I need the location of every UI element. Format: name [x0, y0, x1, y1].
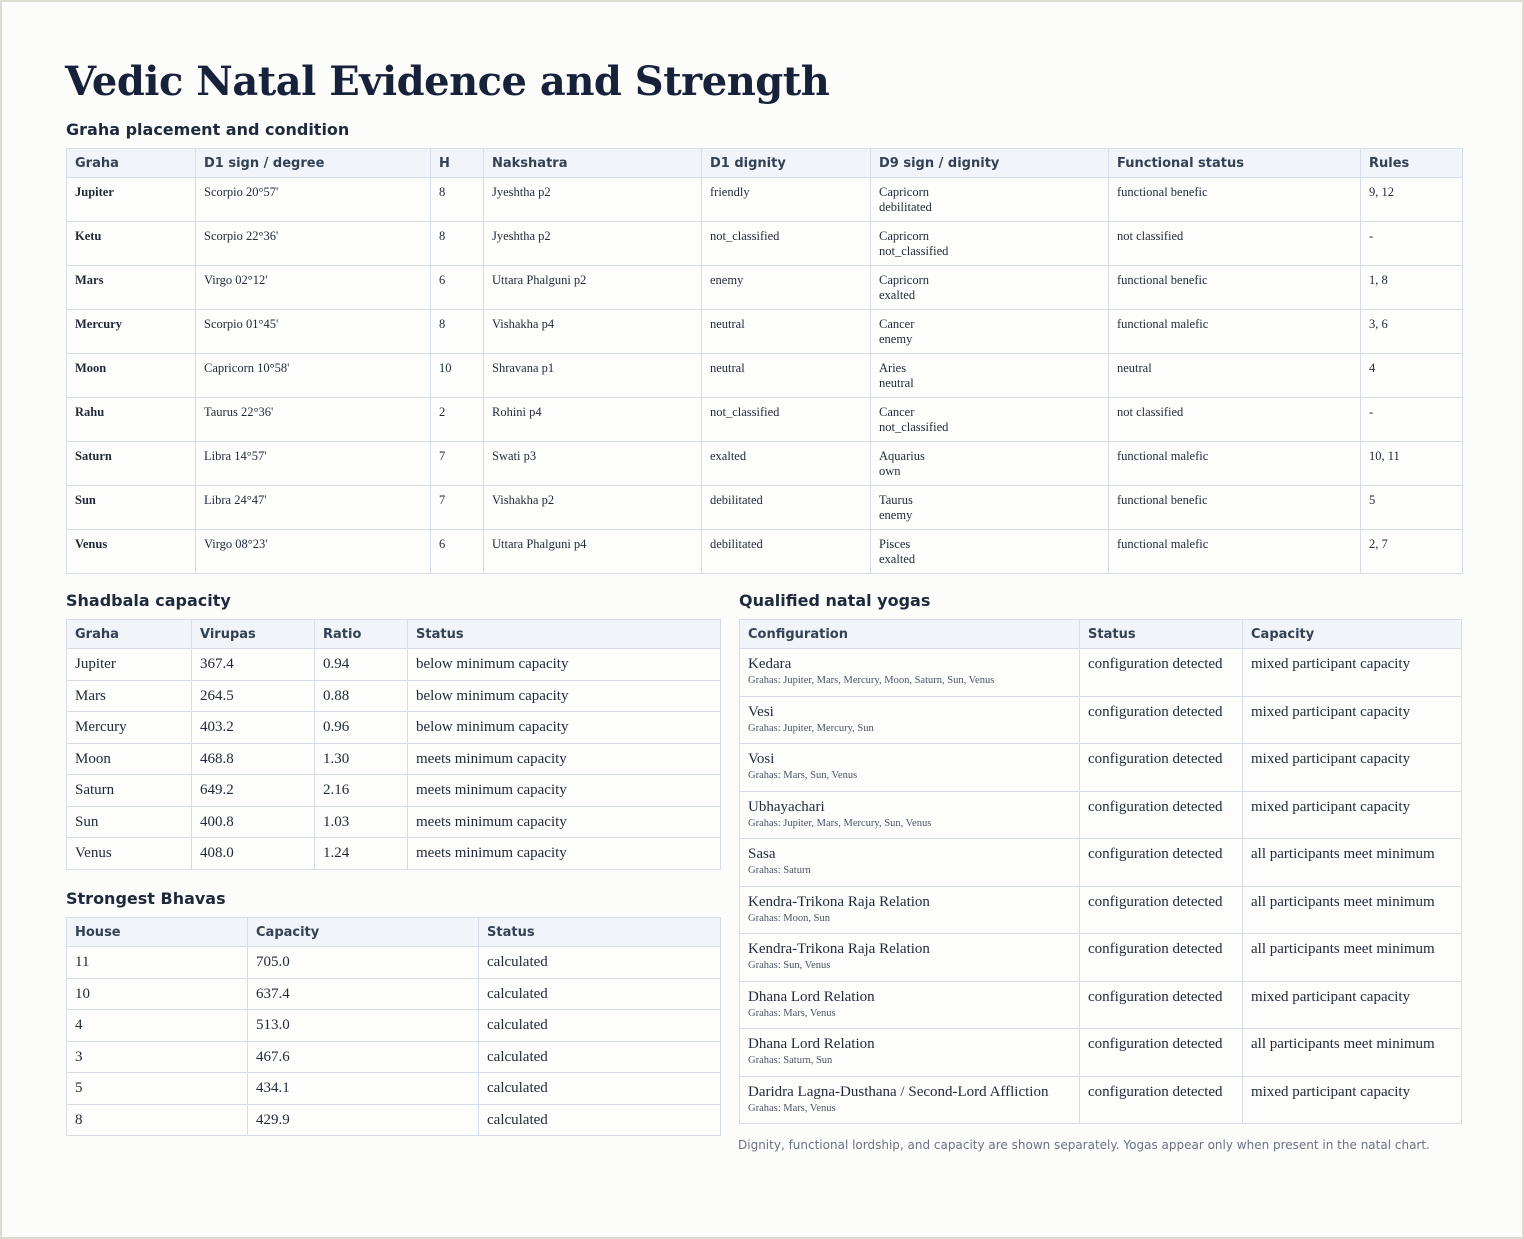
yoga-capacity-cell: mixed participant capacity [1243, 649, 1462, 697]
house-cell: 5 [67, 1073, 248, 1105]
rules-cell: - [1361, 398, 1463, 442]
yoga-name: Daridra Lagna-Dusthana / Second-Lord Affliction [748, 1083, 1049, 1100]
bhava-status-cell: calculated [479, 947, 721, 979]
house-cell: 7 [431, 486, 484, 530]
graha-name-cell: Ketu [67, 222, 196, 266]
yoga-capacity-cell: all participants meet minimum [1243, 934, 1462, 982]
d1-dignity-cell: enemy [702, 266, 871, 310]
d9-cell [871, 398, 1109, 442]
d1-sign-cell: Capricorn 10°58' [196, 354, 431, 398]
graha-header-row [67, 149, 1463, 178]
virupas-cell: 468.8 [192, 743, 315, 775]
d9-dignity: exalted [879, 288, 916, 302]
bhava-section-title: Strongest Bhavas [66, 889, 226, 908]
shadbala-row [67, 712, 721, 744]
shadbala-row [67, 775, 721, 807]
d9-cell [871, 266, 1109, 310]
graha-row [67, 354, 1463, 398]
functional-status-cell: functional benefic [1109, 266, 1361, 310]
graha-row [67, 442, 1463, 486]
yoga-row [740, 886, 1462, 934]
ratio-cell: 0.96 [315, 712, 408, 744]
graha-table [66, 148, 1463, 574]
shadbala-section-title: Shadbala capacity [66, 591, 231, 610]
virupas-header: Virupas [192, 620, 315, 649]
yoga-grahas: Grahas: Moon, Sun [748, 912, 830, 924]
yoga-row [740, 981, 1462, 1029]
bhava-capacity-cell: 637.4 [248, 978, 479, 1010]
shadbala-row [67, 649, 721, 681]
d9-dignity: enemy [879, 508, 913, 522]
d9-cell [871, 530, 1109, 574]
yoga-status-cell: configuration detected [1080, 696, 1243, 744]
virupas-cell: 408.0 [192, 838, 315, 870]
d1-sign-col-header: D1 sign / degree [196, 149, 431, 178]
graha-name-cell: Rahu [67, 398, 196, 442]
shadbala-graha-cell: Jupiter [67, 649, 192, 681]
yoga-status-cell: configuration detected [1080, 886, 1243, 934]
functional-status-cell: functional malefic [1109, 310, 1361, 354]
configuration-cell [740, 744, 1080, 792]
shadbala-row [67, 743, 721, 775]
yoga-name: Vosi [748, 751, 775, 767]
house-cell: 6 [431, 266, 484, 310]
graha-row [67, 222, 1463, 266]
yoga-capacity-cell: mixed participant capacity [1243, 981, 1462, 1029]
yoga-row [740, 744, 1462, 792]
yoga-row [740, 839, 1462, 887]
graha-row [67, 310, 1463, 354]
nakshatra-cell: Vishakha p2 [484, 486, 702, 530]
house-col-header: H [431, 149, 484, 178]
d9-sign: Pisces [879, 537, 911, 551]
graha-row [67, 398, 1463, 442]
yoga-capacity-cell: all participants meet minimum [1243, 886, 1462, 934]
nakshatra-cell: Uttara Phalguni p2 [484, 266, 702, 310]
capacity-header: Capacity [248, 918, 479, 947]
shadbala-header-row [67, 620, 721, 649]
house-cell: 3 [67, 1041, 248, 1073]
yoga-name: Dhana Lord Relation [748, 988, 875, 1005]
graha-section-title: Graha placement and condition [66, 120, 350, 139]
d9-cell [871, 222, 1109, 266]
shadbala-graha-cell: Mars [67, 680, 192, 712]
yoga-section-title: Qualified natal yogas [739, 591, 931, 610]
bhava-status-cell: calculated [479, 1073, 721, 1105]
yoga-capacity-cell: all participants meet minimum [1243, 839, 1462, 887]
functional-status-cell: not classified [1109, 398, 1361, 442]
d1-sign-cell: Libra 14°57' [196, 442, 431, 486]
yoga-grahas: Grahas: Jupiter, Mercury, Sun [748, 722, 874, 734]
d9-sign: Cancer [879, 405, 915, 419]
house-cell: 10 [431, 354, 484, 398]
d9-dignity: exalted [879, 552, 916, 566]
bhava-table [66, 917, 721, 1136]
d9-sign: Aries [879, 361, 907, 375]
nakshatra-cell: Swati p3 [484, 442, 702, 486]
yoga-name: Dhana Lord Relation [748, 1036, 875, 1052]
yoga-table [739, 619, 1462, 1124]
d9-sign: Taurus [879, 493, 913, 507]
virupas-cell: 367.4 [192, 649, 315, 681]
shadbala-table [66, 619, 721, 870]
graha-row [67, 486, 1463, 530]
d1-sign-cell: Virgo 08°23' [196, 530, 431, 574]
ratio-cell: 0.88 [315, 680, 408, 712]
rules-cell: 2, 7 [1361, 530, 1463, 574]
bhava-capacity-cell: 513.0 [248, 1010, 479, 1042]
bhava-capacity-cell: 467.6 [248, 1041, 479, 1073]
yoga-status-cell: configuration detected [1080, 1029, 1243, 1077]
configuration-cell [740, 1076, 1080, 1124]
house-cell: 8 [431, 222, 484, 266]
shadbala-status-cell: meets minimum capacity [408, 838, 721, 870]
d1-sign-cell: Scorpio 20°57' [196, 178, 431, 222]
d9-cell [871, 178, 1109, 222]
yoga-grahas: Grahas: Mars, Sun, Venus [748, 770, 858, 781]
graha-col-header: Graha [67, 149, 196, 178]
bhava-row [67, 978, 721, 1010]
yoga-capacity-cell: mixed participant capacity [1243, 744, 1462, 792]
d9-dignity: debilitated [879, 200, 932, 214]
d9-col-header: D9 sign / dignity [871, 149, 1109, 178]
virupas-cell: 400.8 [192, 806, 315, 838]
bhava-capacity-cell: 434.1 [248, 1073, 479, 1105]
rules-col-header: Rules [1361, 149, 1463, 178]
bhava-status-cell: calculated [479, 978, 721, 1010]
shadbala-graha-cell: Moon [67, 743, 192, 775]
shadbala-graha-cell: Saturn [67, 775, 192, 807]
d9-sign: Aquarius [879, 449, 925, 463]
yoga-grahas: Grahas: Sun, Venus [748, 960, 831, 971]
yoga-row [740, 1076, 1462, 1124]
yoga-grahas: Grahas: Mars, Venus [748, 1007, 836, 1019]
virupas-cell: 403.2 [192, 712, 315, 744]
shadbala-status-cell: meets minimum capacity [408, 743, 721, 775]
shadbala-status-cell: meets minimum capacity [408, 775, 721, 807]
d1-sign-cell: Scorpio 01°45' [196, 310, 431, 354]
bhava-status-header: Status [479, 918, 721, 947]
configuration-header: Configuration [740, 620, 1080, 649]
bhava-row [67, 947, 721, 979]
yoga-row [740, 791, 1462, 839]
yoga-header-row [740, 620, 1462, 649]
bhava-status-cell: calculated [479, 1104, 721, 1136]
bhava-header-row [67, 918, 721, 947]
configuration-cell [740, 981, 1080, 1029]
shadbala-status-cell: below minimum capacity [408, 712, 721, 744]
d1-dignity-cell: exalted [702, 442, 871, 486]
yoga-name: Vesi [748, 703, 774, 720]
yoga-grahas: Grahas: Mars, Venus [748, 1102, 836, 1114]
d1-dignity-cell: neutral [702, 354, 871, 398]
ratio-header: Ratio [315, 620, 408, 649]
functional-status-cell: functional benefic [1109, 486, 1361, 530]
d9-dignity: enemy [879, 332, 913, 346]
yoga-name: Sasa [748, 846, 776, 862]
nakshatra-cell: Shravana p1 [484, 354, 702, 398]
nakshatra-col-header: Nakshatra [484, 149, 702, 178]
ratio-cell: 1.30 [315, 743, 408, 775]
bhava-status-cell: calculated [479, 1041, 721, 1073]
d9-dignity: not_classified [879, 244, 949, 258]
house-cell: 11 [67, 947, 248, 979]
graha-row [67, 530, 1463, 574]
functional-status-cell: functional malefic [1109, 530, 1361, 574]
d9-cell [871, 486, 1109, 530]
bhava-status-cell: calculated [479, 1010, 721, 1042]
ratio-cell: 2.16 [315, 775, 408, 807]
yoga-status-cell: configuration detected [1080, 934, 1243, 982]
yoga-capacity-cell: mixed participant capacity [1243, 791, 1462, 839]
d9-sign: Capricorn [879, 273, 929, 287]
shadbala-graha-header: Graha [67, 620, 192, 649]
configuration-cell [740, 696, 1080, 744]
d1-dignity-cell: not_classified [702, 398, 871, 442]
house-cell: 6 [431, 530, 484, 574]
yoga-grahas: Grahas: Jupiter, Mars, Mercury, Moon, Saturn, Sun, Venus [748, 675, 995, 686]
rules-cell: 1, 8 [1361, 266, 1463, 310]
yoga-name: Kendra-Trikona Raja Relation [748, 941, 930, 957]
d1-sign-cell: Taurus 22°36' [196, 398, 431, 442]
graha-name-cell: Moon [67, 354, 196, 398]
d1-sign-cell: Libra 24°47' [196, 486, 431, 530]
d9-cell [871, 442, 1109, 486]
d1-dignity-cell: neutral [702, 310, 871, 354]
functional-status-cell: not classified [1109, 222, 1361, 266]
nakshatra-cell: Uttara Phalguni p4 [484, 530, 702, 574]
graha-name-cell: Mars [67, 266, 196, 310]
virupas-cell: 649.2 [192, 775, 315, 807]
virupas-cell: 264.5 [192, 680, 315, 712]
graha-name-cell: Sun [67, 486, 196, 530]
shadbala-status-cell: below minimum capacity [408, 680, 721, 712]
configuration-cell [740, 791, 1080, 839]
nakshatra-cell: Vishakha p4 [484, 310, 702, 354]
d1-dignity-cell: friendly [702, 178, 871, 222]
shadbala-graha-cell: Sun [67, 806, 192, 838]
shadbala-graha-cell: Mercury [67, 712, 192, 744]
yoga-status-cell: configuration detected [1080, 791, 1243, 839]
yoga-row [740, 934, 1462, 982]
rules-cell: 9, 12 [1361, 178, 1463, 222]
yoga-name: Kendra-Trikona Raja Relation [748, 893, 930, 910]
shadbala-row [67, 680, 721, 712]
graha-name-cell: Saturn [67, 442, 196, 486]
house-cell: 8 [431, 310, 484, 354]
bhava-row [67, 1073, 721, 1105]
graha-name-cell: Jupiter [67, 178, 196, 222]
nakshatra-cell: Jyeshtha p2 [484, 222, 702, 266]
shadbala-status-header: Status [408, 620, 721, 649]
yoga-status-cell: configuration detected [1080, 744, 1243, 792]
yoga-name: Ubhayachari [748, 798, 825, 815]
functional-col-header: Functional status [1109, 149, 1361, 178]
shadbala-row [67, 806, 721, 838]
graha-row [67, 266, 1463, 310]
house-cell: 8 [67, 1104, 248, 1136]
functional-status-cell: functional benefic [1109, 178, 1361, 222]
d9-sign: Capricorn [879, 185, 929, 199]
yoga-status-cell: configuration detected [1080, 649, 1243, 697]
yoga-name: Kedara [748, 656, 792, 672]
shadbala-row [67, 838, 721, 870]
d9-cell [871, 310, 1109, 354]
house-cell: 7 [431, 442, 484, 486]
yoga-capacity-cell: all participants meet minimum [1243, 1029, 1462, 1077]
ratio-cell: 1.03 [315, 806, 408, 838]
shadbala-status-cell: meets minimum capacity [408, 806, 721, 838]
yoga-capacity-cell: mixed participant capacity [1243, 696, 1462, 744]
d9-cell [871, 354, 1109, 398]
house-cell: 4 [67, 1010, 248, 1042]
house-cell: 8 [431, 178, 484, 222]
footnote: Dignity, functional lordship, and capacity are shown separately. Yogas appear only when present in the natal chart. [738, 1138, 1430, 1152]
yoga-status-cell: configuration detected [1080, 981, 1243, 1029]
d9-dignity: not_classified [879, 420, 949, 434]
graha-row [67, 178, 1463, 222]
configuration-cell [740, 886, 1080, 934]
page-title: Vedic Natal Evidence and Strength [65, 58, 830, 105]
d1-dignity-cell: debilitated [702, 530, 871, 574]
yoga-row [740, 1029, 1462, 1077]
d1-dignity-cell: debilitated [702, 486, 871, 530]
functional-status-cell: functional malefic [1109, 442, 1361, 486]
d9-sign: Cancer [879, 317, 915, 331]
ratio-cell: 1.24 [315, 838, 408, 870]
configuration-cell [740, 1029, 1080, 1077]
bhava-capacity-cell: 705.0 [248, 947, 479, 979]
yoga-grahas: Grahas: Jupiter, Mars, Mercury, Sun, Venus [748, 817, 932, 829]
house-cell: 2 [431, 398, 484, 442]
nakshatra-cell: Rohini p4 [484, 398, 702, 442]
shadbala-status-cell: below minimum capacity [408, 649, 721, 681]
yoga-grahas: Grahas: Saturn [748, 865, 811, 876]
rules-cell: 4 [1361, 354, 1463, 398]
graha-name-cell: Mercury [67, 310, 196, 354]
house-cell: 10 [67, 978, 248, 1010]
yoga-capacity-cell: mixed participant capacity [1243, 1076, 1462, 1124]
configuration-cell [740, 839, 1080, 887]
functional-status-cell: neutral [1109, 354, 1361, 398]
graha-name-cell: Venus [67, 530, 196, 574]
yoga-status-cell: configuration detected [1080, 1076, 1243, 1124]
rules-cell: 3, 6 [1361, 310, 1463, 354]
d1-sign-cell: Virgo 02°12' [196, 266, 431, 310]
bhava-row [67, 1104, 721, 1136]
shadbala-graha-cell: Venus [67, 838, 192, 870]
yoga-row [740, 696, 1462, 744]
rules-cell: - [1361, 222, 1463, 266]
d1-sign-cell: Scorpio 22°36' [196, 222, 431, 266]
yoga-status-cell: configuration detected [1080, 839, 1243, 887]
configuration-cell [740, 934, 1080, 982]
d1-dignity-col-header: D1 dignity [702, 149, 871, 178]
d9-sign: Capricorn [879, 229, 929, 243]
ratio-cell: 0.94 [315, 649, 408, 681]
rules-cell: 5 [1361, 486, 1463, 530]
yoga-capacity-header: Capacity [1243, 620, 1462, 649]
yoga-row [740, 649, 1462, 697]
d9-dignity: neutral [879, 376, 914, 390]
yoga-grahas: Grahas: Saturn, Sun [748, 1055, 833, 1066]
nakshatra-cell: Jyeshtha p2 [484, 178, 702, 222]
d9-dignity: own [879, 464, 901, 478]
d1-dignity-cell: not_classified [702, 222, 871, 266]
bhava-row [67, 1010, 721, 1042]
configuration-cell [740, 649, 1080, 697]
house-header: House [67, 918, 248, 947]
bhava-capacity-cell: 429.9 [248, 1104, 479, 1136]
rules-cell: 10, 11 [1361, 442, 1463, 486]
bhava-row [67, 1041, 721, 1073]
yoga-status-header: Status [1080, 620, 1243, 649]
